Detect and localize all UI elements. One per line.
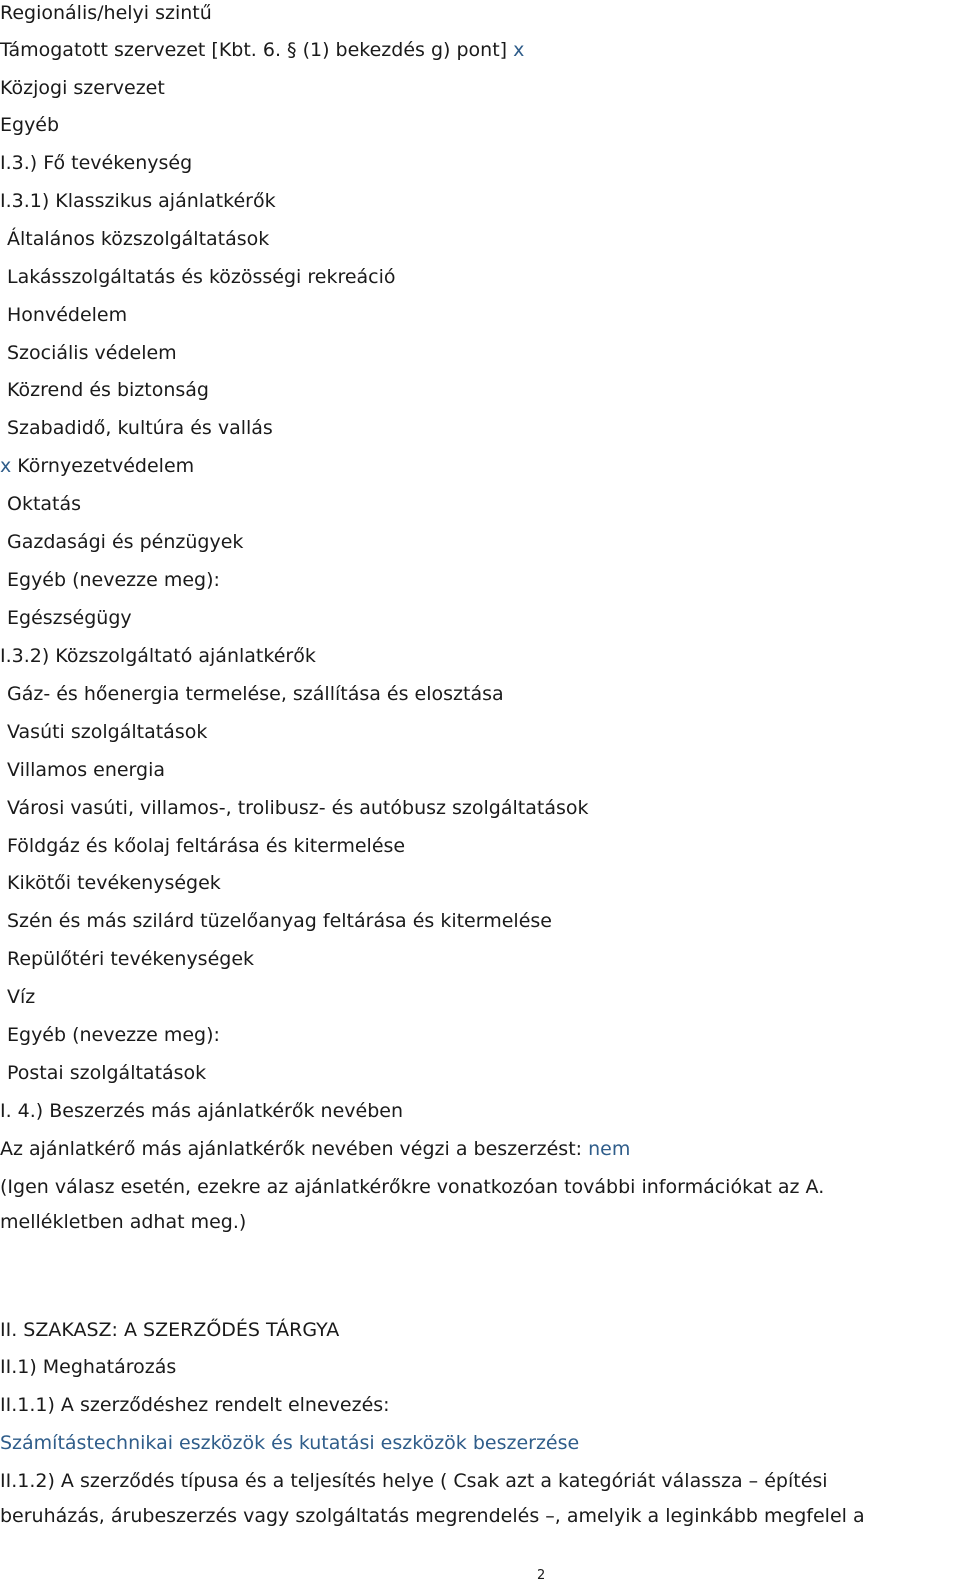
utility-oil-gas-exploration: Földgáz és kőolaj feltárása és kitermelése <box>7 835 406 857</box>
heading-classic-contracting: I.3.1) Klasszikus ajánlatkérők <box>0 190 276 212</box>
utility-gas-heat: Gáz- és hőenergia termelése, szállítása és elosztása <box>7 683 504 705</box>
activity-other: Egyéb (nevezze meg): <box>7 569 220 591</box>
line-supported-org: Támogatott szervezet [Kbt. 6. § (1) bekezdés g) pont] x <box>0 39 525 61</box>
activity-social-protection: Szociális védelem <box>7 342 177 364</box>
heading-on-behalf: I. 4.) Beszerzés más ajánlatkérők nevében <box>0 1100 403 1122</box>
utility-other: Egyéb (nevezze meg): <box>7 1024 220 1046</box>
utility-airport: Repülőtéri tevékenységek <box>7 948 255 970</box>
page-number: 2 <box>537 1568 546 1583</box>
check-mark: x <box>0 455 12 477</box>
activity-education: Oktatás <box>7 493 82 515</box>
check-mark: x <box>513 39 525 61</box>
utility-port: Kikötői tevékenységek <box>7 872 221 894</box>
heading-utilities-contracting: I.3.2) Közszolgáltató ajánlatkérők <box>0 645 316 667</box>
utility-coal: Szén és más szilárd tüzelőanyag feltárása és kitermelése <box>7 910 552 932</box>
heading-contract-title: II.1.1) A szerződéshez rendelt elnevezés: <box>0 1394 390 1416</box>
heading-main-activity: I.3.) Fő tevékenység <box>0 152 193 174</box>
line-other: Egyéb <box>0 114 60 136</box>
utility-electricity: Villamos energia <box>7 759 166 781</box>
on-behalf-question: Az ajánlatkérő más ajánlatkérők nevében végzi a beszerzést: nem <box>0 1138 631 1160</box>
line-public-law-org: Közjogi szervezet <box>0 77 165 99</box>
line-regional: Regionális/helyi szintű <box>0 2 212 24</box>
utility-water: Víz <box>7 986 36 1008</box>
on-behalf-answer: nem <box>588 1138 631 1160</box>
utility-urban-transport: Városi vasúti, villamos-, trolibusz- és autóbusz szolgáltatások <box>7 797 589 819</box>
activity-defence: Honvédelem <box>7 304 128 326</box>
activity-environment: x Környezetvédelem <box>0 455 195 477</box>
utility-railway: Vasúti szolgáltatások <box>7 721 208 743</box>
activity-health: Egészségügy <box>7 607 132 629</box>
activity-economic-financial: Gazdasági és pénzügyek <box>7 531 244 553</box>
on-behalf-note-line1: (Igen válasz esetén, ezekre az ajánlatkérőkre vonatkozóan további információkat az A. <box>0 1176 825 1198</box>
on-behalf-note-line2: mellékletben adhat meg.) <box>0 1211 247 1233</box>
utility-postal: Postai szolgáltatások <box>7 1062 207 1084</box>
contract-type-line1: II.1.2) A szerződés típusa és a teljesítés helye ( Csak azt a kategóriát válassza – építési <box>0 1470 828 1492</box>
activity-general-public-services: Általános közszolgáltatások <box>7 228 270 250</box>
activity-public-order: Közrend és biztonság <box>7 379 209 401</box>
heading-definition: II.1) Meghatározás <box>0 1356 177 1378</box>
activity-housing: Lakásszolgáltatás és közösségi rekreáció <box>7 266 396 288</box>
section-ii-title: II. SZAKASZ: A SZERZŐDÉS TÁRGYA <box>0 1319 340 1341</box>
contract-type-line2: beruházás, árubeszerzés vagy szolgáltatás megrendelés –, amelyik a leginkább megfelel a <box>0 1505 865 1527</box>
contract-title-value: Számítástechnikai eszközök és kutatási eszközök beszerzése <box>0 1432 580 1454</box>
activity-recreation-culture: Szabadidő, kultúra és vallás <box>7 417 273 439</box>
